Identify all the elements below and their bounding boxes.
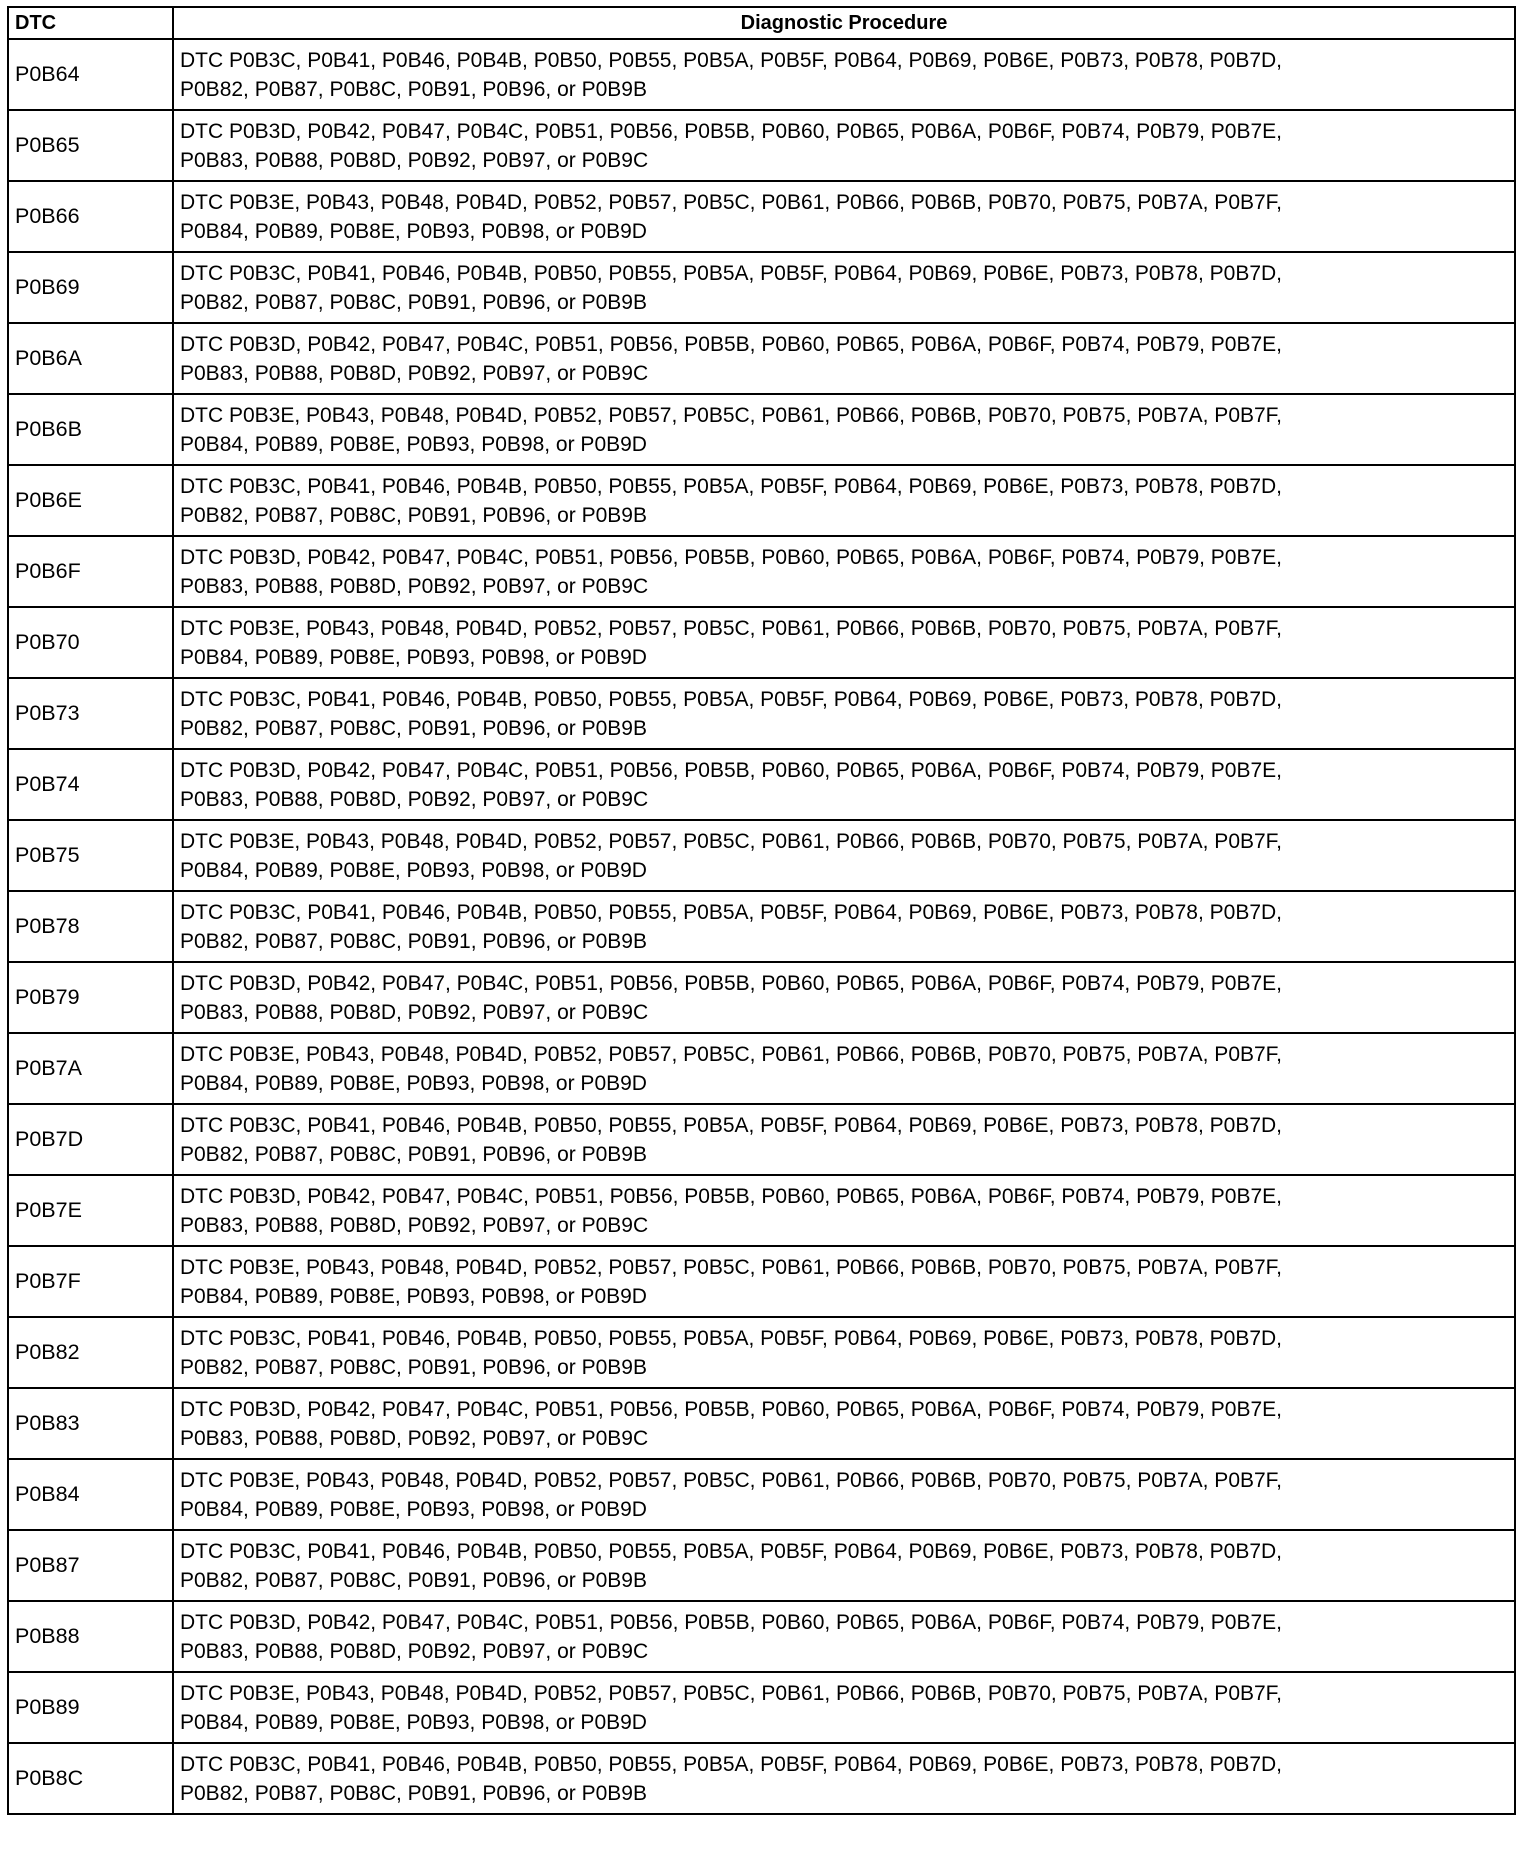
procedure-line-2: P0B84, P0B89, P0B8E, P0B93, P0B98, or P0B9D bbox=[180, 1071, 647, 1095]
table-row bbox=[8, 394, 1515, 465]
diagnostic-procedure-cell bbox=[173, 1104, 1515, 1175]
table-row bbox=[8, 1175, 1515, 1246]
dtc-code-cell: P0B7D bbox=[8, 1104, 173, 1175]
dtc-code-cell: P0B66 bbox=[8, 181, 173, 252]
dtc-code-cell: P0B7E bbox=[8, 1175, 173, 1246]
dtc-code-cell: P0B88 bbox=[8, 1601, 173, 1672]
dtc-code-cell: P0B6E bbox=[8, 465, 173, 536]
table-row bbox=[8, 891, 1515, 962]
procedure-line-2: P0B83, P0B88, P0B8D, P0B92, P0B97, or P0B9C bbox=[180, 148, 649, 172]
table-row bbox=[8, 749, 1515, 820]
diagnostic-procedure-cell bbox=[173, 465, 1515, 536]
procedure-line-2: P0B82, P0B87, P0B8C, P0B91, P0B96, or P0B9B bbox=[180, 1568, 647, 1592]
dtc-code-cell: P0B6F bbox=[8, 536, 173, 607]
procedure-line-2: P0B83, P0B88, P0B8D, P0B92, P0B97, or P0B9C bbox=[180, 1426, 649, 1450]
table-row bbox=[8, 1317, 1515, 1388]
table-row bbox=[8, 820, 1515, 891]
table-body bbox=[8, 39, 1515, 1814]
table-header bbox=[8, 7, 1515, 39]
procedure-line-2: P0B84, P0B89, P0B8E, P0B93, P0B98, or P0B9D bbox=[180, 432, 647, 456]
procedure-line-1: DTC P0B3C, P0B41, P0B46, P0B4B, P0B50, P0B55, P0B5A, P0B5F, P0B64, P0B69, P0B6E, P0B73, P0B78, P0B7D, bbox=[180, 1326, 1283, 1350]
dtc-code-cell: P0B82 bbox=[8, 1317, 173, 1388]
diagnostic-procedure-cell bbox=[173, 1672, 1515, 1743]
procedure-line-2: P0B83, P0B88, P0B8D, P0B92, P0B97, or P0B9C bbox=[180, 1000, 649, 1024]
table-row bbox=[8, 962, 1515, 1033]
dtc-code-cell: P0B87 bbox=[8, 1530, 173, 1601]
diagnostic-procedure-cell bbox=[173, 1743, 1515, 1814]
procedure-line-2: P0B82, P0B87, P0B8C, P0B91, P0B96, or P0B9B bbox=[180, 929, 647, 953]
procedure-line-2: P0B82, P0B87, P0B8C, P0B91, P0B96, or P0B9B bbox=[180, 77, 647, 101]
procedure-line-1: DTC P0B3E, P0B43, P0B48, P0B4D, P0B52, P0B57, P0B5C, P0B61, P0B66, P0B6B, P0B70, P0B75, P0B7A, P0B7F, bbox=[180, 1681, 1283, 1705]
procedure-line-1: DTC P0B3E, P0B43, P0B48, P0B4D, P0B52, P0B57, P0B5C, P0B61, P0B66, P0B6B, P0B70, P0B75, P0B7A, P0B7F, bbox=[180, 1042, 1283, 1066]
procedure-line-2: P0B84, P0B89, P0B8E, P0B93, P0B98, or P0B9D bbox=[180, 219, 647, 243]
diagnostic-procedure-cell bbox=[173, 678, 1515, 749]
table-row bbox=[8, 1033, 1515, 1104]
diagnostic-procedure-cell bbox=[173, 1317, 1515, 1388]
procedure-line-1: DTC P0B3E, P0B43, P0B48, P0B4D, P0B52, P0B57, P0B5C, P0B61, P0B66, P0B6B, P0B70, P0B75, P0B7A, P0B7F, bbox=[180, 403, 1283, 427]
procedure-line-2: P0B83, P0B88, P0B8D, P0B92, P0B97, or P0B9C bbox=[180, 787, 649, 811]
diagnostic-procedure-cell bbox=[173, 1388, 1515, 1459]
procedure-line-2: P0B82, P0B87, P0B8C, P0B91, P0B96, or P0B9B bbox=[180, 1781, 647, 1805]
procedure-line-1: DTC P0B3D, P0B42, P0B47, P0B4C, P0B51, P0B56, P0B5B, P0B60, P0B65, P0B6A, P0B6F, P0B74, P0B79, P0B7E, bbox=[180, 119, 1283, 143]
dtc-code-cell: P0B84 bbox=[8, 1459, 173, 1530]
procedure-line-1: DTC P0B3C, P0B41, P0B46, P0B4B, P0B50, P0B55, P0B5A, P0B5F, P0B64, P0B69, P0B6E, P0B73, P0B78, P0B7D, bbox=[180, 474, 1283, 498]
dtc-code-cell: P0B78 bbox=[8, 891, 173, 962]
procedure-line-2: P0B84, P0B89, P0B8E, P0B93, P0B98, or P0B9D bbox=[180, 858, 647, 882]
dtc-code-cell: P0B79 bbox=[8, 962, 173, 1033]
diagnostic-procedure-cell bbox=[173, 1530, 1515, 1601]
table-row bbox=[8, 678, 1515, 749]
table-row bbox=[8, 110, 1515, 181]
diagnostic-procedure-cell bbox=[173, 39, 1515, 110]
table-row bbox=[8, 1530, 1515, 1601]
column-header-dtc: DTC bbox=[8, 7, 173, 39]
procedure-line-1: DTC P0B3E, P0B43, P0B48, P0B4D, P0B52, P0B57, P0B5C, P0B61, P0B66, P0B6B, P0B70, P0B75, P0B7A, P0B7F, bbox=[180, 1468, 1283, 1492]
procedure-line-2: P0B84, P0B89, P0B8E, P0B93, P0B98, or P0B9D bbox=[180, 1497, 647, 1521]
dtc-code-cell: P0B65 bbox=[8, 110, 173, 181]
diagnostic-procedure-cell bbox=[173, 394, 1515, 465]
procedure-line-2: P0B82, P0B87, P0B8C, P0B91, P0B96, or P0B9B bbox=[180, 503, 647, 527]
procedure-line-2: P0B83, P0B88, P0B8D, P0B92, P0B97, or P0B9C bbox=[180, 1213, 649, 1237]
diagnostic-procedure-cell bbox=[173, 252, 1515, 323]
dtc-code-cell: P0B69 bbox=[8, 252, 173, 323]
procedure-line-1: DTC P0B3D, P0B42, P0B47, P0B4C, P0B51, P0B56, P0B5B, P0B60, P0B65, P0B6A, P0B6F, P0B74, P0B79, P0B7E, bbox=[180, 1610, 1283, 1634]
table-row bbox=[8, 39, 1515, 110]
diagnostic-procedure-cell bbox=[173, 1601, 1515, 1672]
table-row bbox=[8, 1672, 1515, 1743]
table-row bbox=[8, 323, 1515, 394]
dtc-table bbox=[7, 6, 1516, 1815]
dtc-code-cell: P0B75 bbox=[8, 820, 173, 891]
procedure-line-1: DTC P0B3E, P0B43, P0B48, P0B4D, P0B52, P0B57, P0B5C, P0B61, P0B66, P0B6B, P0B70, P0B75, P0B7A, P0B7F, bbox=[180, 829, 1283, 853]
dtc-code-cell: P0B7F bbox=[8, 1246, 173, 1317]
dtc-code-cell: P0B73 bbox=[8, 678, 173, 749]
procedure-line-1: DTC P0B3E, P0B43, P0B48, P0B4D, P0B52, P0B57, P0B5C, P0B61, P0B66, P0B6B, P0B70, P0B75, P0B7A, P0B7F, bbox=[180, 1255, 1283, 1279]
diagnostic-procedure-cell bbox=[173, 1459, 1515, 1530]
table-row bbox=[8, 465, 1515, 536]
procedure-line-1: DTC P0B3C, P0B41, P0B46, P0B4B, P0B50, P0B55, P0B5A, P0B5F, P0B64, P0B69, P0B6E, P0B73, P0B78, P0B7D, bbox=[180, 1539, 1283, 1563]
procedure-line-1: DTC P0B3D, P0B42, P0B47, P0B4C, P0B51, P0B56, P0B5B, P0B60, P0B65, P0B6A, P0B6F, P0B74, P0B79, P0B7E, bbox=[180, 332, 1283, 356]
procedure-line-2: P0B84, P0B89, P0B8E, P0B93, P0B98, or P0B9D bbox=[180, 645, 647, 669]
procedure-line-2: P0B82, P0B87, P0B8C, P0B91, P0B96, or P0B9B bbox=[180, 1355, 647, 1379]
column-header-procedure: Diagnostic Procedure bbox=[173, 7, 1515, 39]
dtc-code-cell: P0B6B bbox=[8, 394, 173, 465]
dtc-code-cell: P0B64 bbox=[8, 39, 173, 110]
dtc-code-cell: P0B6A bbox=[8, 323, 173, 394]
table-row bbox=[8, 1743, 1515, 1814]
procedure-line-2: P0B84, P0B89, P0B8E, P0B93, P0B98, or P0B9D bbox=[180, 1710, 647, 1734]
diagnostic-procedure-cell bbox=[173, 110, 1515, 181]
table-row bbox=[8, 252, 1515, 323]
diagnostic-procedure-cell bbox=[173, 1033, 1515, 1104]
diagnostic-procedure-cell bbox=[173, 1175, 1515, 1246]
diagnostic-procedure-cell bbox=[173, 962, 1515, 1033]
dtc-code-cell: P0B74 bbox=[8, 749, 173, 820]
dtc-code-cell: P0B70 bbox=[8, 607, 173, 678]
table-row bbox=[8, 607, 1515, 678]
procedure-line-2: P0B82, P0B87, P0B8C, P0B91, P0B96, or P0B9B bbox=[180, 1142, 647, 1166]
procedure-line-2: P0B83, P0B88, P0B8D, P0B92, P0B97, or P0B9C bbox=[180, 1639, 649, 1663]
procedure-line-1: DTC P0B3D, P0B42, P0B47, P0B4C, P0B51, P0B56, P0B5B, P0B60, P0B65, P0B6A, P0B6F, P0B74, P0B79, P0B7E, bbox=[180, 1184, 1283, 1208]
table-row bbox=[8, 1104, 1515, 1175]
diagnostic-procedure-cell bbox=[173, 1246, 1515, 1317]
procedure-line-1: DTC P0B3C, P0B41, P0B46, P0B4B, P0B50, P0B55, P0B5A, P0B5F, P0B64, P0B69, P0B6E, P0B73, P0B78, P0B7D, bbox=[180, 48, 1283, 72]
table-row bbox=[8, 1246, 1515, 1317]
header-row bbox=[8, 7, 1515, 39]
table-row bbox=[8, 1459, 1515, 1530]
procedure-line-1: DTC P0B3D, P0B42, P0B47, P0B4C, P0B51, P0B56, P0B5B, P0B60, P0B65, P0B6A, P0B6F, P0B74, P0B79, P0B7E, bbox=[180, 1397, 1283, 1421]
procedure-line-1: DTC P0B3C, P0B41, P0B46, P0B4B, P0B50, P0B55, P0B5A, P0B5F, P0B64, P0B69, P0B6E, P0B73, P0B78, P0B7D, bbox=[180, 1113, 1283, 1137]
diagnostic-procedure-cell bbox=[173, 536, 1515, 607]
procedure-line-1: DTC P0B3E, P0B43, P0B48, P0B4D, P0B52, P0B57, P0B5C, P0B61, P0B66, P0B6B, P0B70, P0B75, P0B7A, P0B7F, bbox=[180, 190, 1283, 214]
diagnostic-procedure-cell bbox=[173, 181, 1515, 252]
table-row bbox=[8, 181, 1515, 252]
table-row bbox=[8, 536, 1515, 607]
procedure-line-2: P0B82, P0B87, P0B8C, P0B91, P0B96, or P0B9B bbox=[180, 716, 647, 740]
procedure-line-2: P0B83, P0B88, P0B8D, P0B92, P0B97, or P0B9C bbox=[180, 361, 649, 385]
procedure-line-1: DTC P0B3D, P0B42, P0B47, P0B4C, P0B51, P0B56, P0B5B, P0B60, P0B65, P0B6A, P0B6F, P0B74, P0B79, P0B7E, bbox=[180, 545, 1283, 569]
procedure-line-1: DTC P0B3C, P0B41, P0B46, P0B4B, P0B50, P0B55, P0B5A, P0B5F, P0B64, P0B69, P0B6E, P0B73, P0B78, P0B7D, bbox=[180, 1752, 1283, 1776]
dtc-code-cell: P0B83 bbox=[8, 1388, 173, 1459]
procedure-line-1: DTC P0B3D, P0B42, P0B47, P0B4C, P0B51, P0B56, P0B5B, P0B60, P0B65, P0B6A, P0B6F, P0B74, P0B79, P0B7E, bbox=[180, 758, 1283, 782]
procedure-line-1: DTC P0B3C, P0B41, P0B46, P0B4B, P0B50, P0B55, P0B5A, P0B5F, P0B64, P0B69, P0B6E, P0B73, P0B78, P0B7D, bbox=[180, 261, 1283, 285]
procedure-line-1: DTC P0B3C, P0B41, P0B46, P0B4B, P0B50, P0B55, P0B5A, P0B5F, P0B64, P0B69, P0B6E, P0B73, P0B78, P0B7D, bbox=[180, 900, 1283, 924]
diagnostic-procedure-cell bbox=[173, 891, 1515, 962]
procedure-line-1: DTC P0B3E, P0B43, P0B48, P0B4D, P0B52, P0B57, P0B5C, P0B61, P0B66, P0B6B, P0B70, P0B75, P0B7A, P0B7F, bbox=[180, 616, 1283, 640]
table-row bbox=[8, 1601, 1515, 1672]
diagnostic-procedure-cell bbox=[173, 607, 1515, 678]
dtc-code-cell: P0B7A bbox=[8, 1033, 173, 1104]
diagnostic-procedure-cell bbox=[173, 323, 1515, 394]
procedure-line-1: DTC P0B3C, P0B41, P0B46, P0B4B, P0B50, P0B55, P0B5A, P0B5F, P0B64, P0B69, P0B6E, P0B73, P0B78, P0B7D, bbox=[180, 687, 1283, 711]
diagnostic-procedure-cell bbox=[173, 749, 1515, 820]
procedure-line-2: P0B83, P0B88, P0B8D, P0B92, P0B97, or P0B9C bbox=[180, 574, 649, 598]
dtc-code-cell: P0B89 bbox=[8, 1672, 173, 1743]
procedure-line-2: P0B84, P0B89, P0B8E, P0B93, P0B98, or P0B9D bbox=[180, 1284, 647, 1308]
procedure-line-2: P0B82, P0B87, P0B8C, P0B91, P0B96, or P0B9B bbox=[180, 290, 647, 314]
procedure-line-1: DTC P0B3D, P0B42, P0B47, P0B4C, P0B51, P0B56, P0B5B, P0B60, P0B65, P0B6A, P0B6F, P0B74, P0B79, P0B7E, bbox=[180, 971, 1283, 995]
dtc-code-cell: P0B8C bbox=[8, 1743, 173, 1814]
diagnostic-procedure-cell bbox=[173, 820, 1515, 891]
table-row bbox=[8, 1388, 1515, 1459]
